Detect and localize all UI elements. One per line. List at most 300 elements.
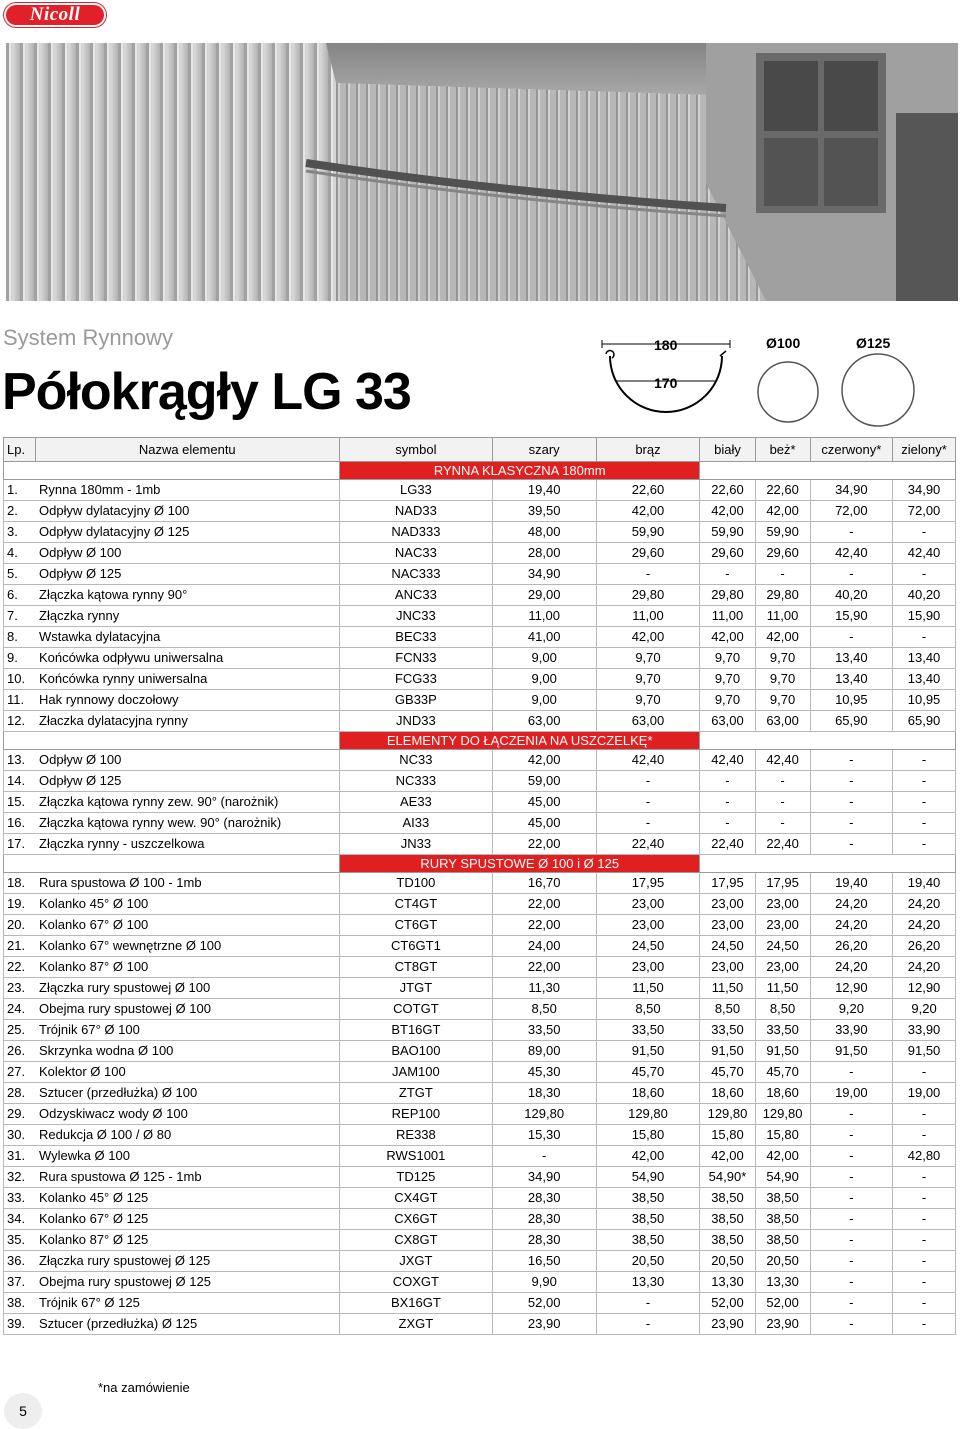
cell-price: 42,80 <box>893 1146 956 1167</box>
cell-price: 24,20 <box>810 915 892 936</box>
cell-name: Złączka kątowa rynny zew. 90° (narożnik) <box>35 792 340 813</box>
cell-price: 28,30 <box>492 1188 596 1209</box>
table-row <box>4 1272 956 1293</box>
cell-name: Hak rynnowy doczołowy <box>35 690 340 711</box>
cell-name: Końcówka odpływu uniwersalna <box>35 648 340 669</box>
column-header: Lp. <box>4 438 36 462</box>
dim-180-label: 180 <box>654 337 678 353</box>
cell-price: 45,70 <box>596 1062 700 1083</box>
cell-price: - <box>755 564 810 585</box>
cell-price: - <box>893 1251 956 1272</box>
cell-symbol: CT6GT <box>340 915 493 936</box>
cell-price: 52,00 <box>755 1293 810 1314</box>
section-header-row <box>4 855 956 873</box>
cell-price: - <box>810 1062 892 1083</box>
cell-price: 65,90 <box>893 711 956 732</box>
cell-price: 23,00 <box>700 915 755 936</box>
cell-lp: 26. <box>4 1041 36 1062</box>
cell-price: 33,50 <box>492 1020 596 1041</box>
cell-price: - <box>810 627 892 648</box>
cell-price: 20,50 <box>596 1251 700 1272</box>
cell-price: 11,50 <box>700 978 755 999</box>
cell-price: 15,80 <box>700 1125 755 1146</box>
cell-price: 129,80 <box>492 1104 596 1125</box>
cell-price: 18,30 <box>492 1083 596 1104</box>
cell-price: - <box>810 1188 892 1209</box>
cell-price: 11,00 <box>700 606 755 627</box>
subtitle: System Rynnowy <box>3 325 173 350</box>
cell-price: 42,40 <box>810 543 892 564</box>
column-header: biały <box>700 438 755 462</box>
cell-price: 33,50 <box>596 1020 700 1041</box>
cell-name: Sztucer (przedłużka) Ø 125 <box>35 1314 340 1335</box>
cell-price: - <box>700 771 755 792</box>
cell-price: 42,40 <box>596 750 700 771</box>
cell-name: Złączka rury spustowej Ø 100 <box>35 978 340 999</box>
table-row <box>4 1146 956 1167</box>
table-row <box>4 978 956 999</box>
cell-price: - <box>810 1209 892 1230</box>
cell-symbol: COTGT <box>340 999 493 1020</box>
cell-price: 9,70 <box>596 648 700 669</box>
cell-symbol: REP100 <box>340 1104 493 1125</box>
cell-price: 11,50 <box>755 978 810 999</box>
cell-symbol: TD100 <box>340 873 493 894</box>
cell-price: 54,90 <box>755 1167 810 1188</box>
cell-symbol: ZXGT <box>340 1314 493 1335</box>
cell-symbol: RE338 <box>340 1125 493 1146</box>
cell-lp: 9. <box>4 648 36 669</box>
cell-price: 42,00 <box>596 627 700 648</box>
cell-name: Kolanko 67° Ø 100 <box>35 915 340 936</box>
cell-lp: 7. <box>4 606 36 627</box>
cell-price: - <box>893 564 956 585</box>
cell-symbol: JXGT <box>340 1251 493 1272</box>
cell-symbol: GB33P <box>340 690 493 711</box>
cell-price: - <box>810 1146 892 1167</box>
section-header-row <box>4 462 956 480</box>
cell-price: - <box>810 1125 892 1146</box>
cell-lp: 23. <box>4 978 36 999</box>
cell-price: 45,30 <box>492 1062 596 1083</box>
table-row <box>4 543 956 564</box>
cell-price: 22,60 <box>700 480 755 501</box>
cell-price: - <box>810 1230 892 1251</box>
cell-price: - <box>893 1104 956 1125</box>
cell-lp: 4. <box>4 543 36 564</box>
cell-name: Odpływ Ø 125 <box>35 564 340 585</box>
cell-price: 20,50 <box>700 1251 755 1272</box>
cell-lp: 28. <box>4 1083 36 1104</box>
cell-lp: 35. <box>4 1230 36 1251</box>
cell-price: 52,00 <box>492 1293 596 1314</box>
cell-price: 38,50 <box>596 1188 700 1209</box>
cell-symbol: TD125 <box>340 1167 493 1188</box>
cell-symbol: CX6GT <box>340 1209 493 1230</box>
cell-price: 18,60 <box>755 1083 810 1104</box>
cell-price: - <box>893 771 956 792</box>
cell-price: 63,00 <box>492 711 596 732</box>
table-row <box>4 750 956 771</box>
table-row <box>4 915 956 936</box>
cell-price: 38,50 <box>755 1230 810 1251</box>
cell-price: 38,50 <box>755 1188 810 1209</box>
cell-price: 91,50 <box>755 1041 810 1062</box>
cell-name: Kolanko 87° Ø 125 <box>35 1230 340 1251</box>
cell-price: 24,20 <box>893 957 956 978</box>
cell-price: 9,00 <box>492 690 596 711</box>
cell-price: 42,00 <box>700 1146 755 1167</box>
cell-name: Redukcja Ø 100 / Ø 80 <box>35 1125 340 1146</box>
cell-price: 63,00 <box>596 711 700 732</box>
cell-name: Odzyskiwacz wody Ø 100 <box>35 1104 340 1125</box>
cell-price: - <box>755 792 810 813</box>
cell-price: 23,00 <box>700 894 755 915</box>
cell-name: Złączka kątowa rynny wew. 90° (narożnik) <box>35 813 340 834</box>
section-spacer <box>700 855 956 873</box>
cell-price: 39,50 <box>492 501 596 522</box>
table-row <box>4 501 956 522</box>
cell-name: Odpływ Ø 100 <box>35 750 340 771</box>
cell-price: 38,50 <box>755 1209 810 1230</box>
table-row <box>4 894 956 915</box>
cell-price: 45,00 <box>492 792 596 813</box>
cell-lp: 5. <box>4 564 36 585</box>
cell-price: 9,70 <box>700 690 755 711</box>
cell-price: 8,50 <box>492 999 596 1020</box>
cell-price: 18,60 <box>596 1083 700 1104</box>
cell-lp: 29. <box>4 1104 36 1125</box>
table-row <box>4 792 956 813</box>
photo-illustration <box>6 43 958 301</box>
cell-price: 13,40 <box>810 648 892 669</box>
cell-price: - <box>810 1251 892 1272</box>
cell-name: Kolanko 45° Ø 100 <box>35 894 340 915</box>
cell-price: 15,80 <box>596 1125 700 1146</box>
cell-price: 19,40 <box>810 873 892 894</box>
cell-price: 15,80 <box>755 1125 810 1146</box>
table-header-row <box>4 438 956 462</box>
cell-name: Odpływ Ø 125 <box>35 771 340 792</box>
cell-price: 11,30 <box>492 978 596 999</box>
cell-name: Rura spustowa Ø 100 - 1mb <box>35 873 340 894</box>
table-row <box>4 1251 956 1272</box>
cell-price: 24,50 <box>596 936 700 957</box>
section-title: ELEMENTY DO ŁĄCZENIA NA USZCZELKĘ* <box>340 732 700 750</box>
cell-symbol: NAD333 <box>340 522 493 543</box>
table-row <box>4 1209 956 1230</box>
cell-price: 34,90 <box>810 480 892 501</box>
section-spacer <box>700 462 956 480</box>
cell-price: 54,90* <box>700 1167 755 1188</box>
cell-lp: 12. <box>4 711 36 732</box>
cell-price: 26,20 <box>810 936 892 957</box>
cell-price: 28,30 <box>492 1209 596 1230</box>
table-row <box>4 957 956 978</box>
cell-price: - <box>893 792 956 813</box>
cell-price: 10,95 <box>893 690 956 711</box>
table-row <box>4 585 956 606</box>
cell-price: 20,50 <box>755 1251 810 1272</box>
cell-price: 17,95 <box>755 873 810 894</box>
cell-price: 52,00 <box>700 1293 755 1314</box>
dim-170-label: 170 <box>654 375 678 391</box>
table-row <box>4 813 956 834</box>
nicoll-logo: Nicoll <box>4 3 106 27</box>
cell-price: 8,50 <box>755 999 810 1020</box>
d100-label: Ø100 <box>766 335 801 351</box>
cell-price: 9,20 <box>810 999 892 1020</box>
table-row <box>4 1083 956 1104</box>
cell-price: 9,90 <box>492 1272 596 1293</box>
cell-price: 38,50 <box>596 1230 700 1251</box>
cell-price: - <box>893 1167 956 1188</box>
cell-name: Złączka rury spustowej Ø 125 <box>35 1251 340 1272</box>
table-row <box>4 1041 956 1062</box>
cell-lp: 34. <box>4 1209 36 1230</box>
cell-price: 63,00 <box>755 711 810 732</box>
cell-lp: 27. <box>4 1062 36 1083</box>
cell-symbol: BX16GT <box>340 1293 493 1314</box>
column-header: Nazwa elementu <box>35 438 340 462</box>
cell-price: 91,50 <box>810 1041 892 1062</box>
cell-lp: 37. <box>4 1272 36 1293</box>
cell-price: - <box>755 813 810 834</box>
table-row <box>4 1314 956 1335</box>
cell-price: 23,00 <box>596 957 700 978</box>
cell-price: - <box>810 834 892 855</box>
cell-lp: 10. <box>4 669 36 690</box>
section-spacer <box>4 462 340 480</box>
cell-lp: 3. <box>4 522 36 543</box>
cell-symbol: LG33 <box>340 480 493 501</box>
cell-price: - <box>700 813 755 834</box>
cell-price: 65,90 <box>810 711 892 732</box>
cell-lp: 16. <box>4 813 36 834</box>
cell-price: - <box>596 1293 700 1314</box>
cell-name: Końcówka rynny uniwersalna <box>35 669 340 690</box>
cell-price: - <box>893 1188 956 1209</box>
cell-symbol: FCN33 <box>340 648 493 669</box>
cell-price: - <box>893 1209 956 1230</box>
cell-price: 38,50 <box>596 1209 700 1230</box>
cell-price: 22,40 <box>596 834 700 855</box>
cell-price: 42,00 <box>700 627 755 648</box>
cell-price: 34,90 <box>492 1167 596 1188</box>
cell-name: Złączka kątowa rynny 90° <box>35 585 340 606</box>
cell-price: - <box>492 1146 596 1167</box>
cell-price: 23,00 <box>755 957 810 978</box>
cell-price: - <box>596 813 700 834</box>
cell-price: 29,80 <box>596 585 700 606</box>
page-title: Półokrągły LG 33 <box>2 363 411 421</box>
cell-lp: 14. <box>4 771 36 792</box>
cell-price: 22,00 <box>492 894 596 915</box>
cell-price: - <box>810 1293 892 1314</box>
cell-price: 33,90 <box>893 1020 956 1041</box>
table-row <box>4 1104 956 1125</box>
cell-price: 9,70 <box>755 690 810 711</box>
cell-price: - <box>596 771 700 792</box>
price-table-body <box>4 462 956 1335</box>
cell-symbol: BEC33 <box>340 627 493 648</box>
cell-symbol: NAC333 <box>340 564 493 585</box>
cell-price: - <box>596 564 700 585</box>
table-row <box>4 834 956 855</box>
cell-price: - <box>596 792 700 813</box>
section-spacer <box>700 732 956 750</box>
cell-price: 129,80 <box>596 1104 700 1125</box>
cell-lp: 15. <box>4 792 36 813</box>
cell-price: 28,00 <box>492 543 596 564</box>
table-row <box>4 627 956 648</box>
cell-price: 17,95 <box>596 873 700 894</box>
cell-price: 22,60 <box>755 480 810 501</box>
cell-symbol: ANC33 <box>340 585 493 606</box>
cell-symbol: RWS1001 <box>340 1146 493 1167</box>
cell-price: 24,00 <box>492 936 596 957</box>
table-row <box>4 648 956 669</box>
cell-price: 59,00 <box>492 771 596 792</box>
cell-price: 29,80 <box>700 585 755 606</box>
cell-price: 24,20 <box>810 957 892 978</box>
cell-price: 29,80 <box>755 585 810 606</box>
cell-price: - <box>893 627 956 648</box>
table-row <box>4 1125 956 1146</box>
cell-price: 23,00 <box>755 915 810 936</box>
cell-price: 91,50 <box>596 1041 700 1062</box>
cell-symbol: FCG33 <box>340 669 493 690</box>
cell-price: 11,00 <box>755 606 810 627</box>
cell-price: 24,20 <box>810 894 892 915</box>
cell-price: 42,00 <box>755 1146 810 1167</box>
cell-price: - <box>893 834 956 855</box>
table-row <box>4 1062 956 1083</box>
d125-label: Ø125 <box>856 335 891 351</box>
cell-price: - <box>810 1314 892 1335</box>
building-gutter-photo <box>6 43 958 301</box>
cell-price: 13,40 <box>893 669 956 690</box>
cell-lp: 39. <box>4 1314 36 1335</box>
cell-name: Kolanko 67° Ø 125 <box>35 1209 340 1230</box>
table-row <box>4 711 956 732</box>
cell-price: 9,00 <box>492 648 596 669</box>
cell-symbol: NC33 <box>340 750 493 771</box>
cell-price: 42,00 <box>596 1146 700 1167</box>
cell-name: Rynna 180mm - 1mb <box>35 480 340 501</box>
cell-lp: 6. <box>4 585 36 606</box>
cell-price: 23,00 <box>596 915 700 936</box>
cell-symbol: CT6GT1 <box>340 936 493 957</box>
cell-lp: 20. <box>4 915 36 936</box>
cell-name: Złączka rynny - uszczelkowa <box>35 834 340 855</box>
cell-lp: 19. <box>4 894 36 915</box>
column-header: brąz <box>596 438 700 462</box>
cell-name: Kolanko 67° wewnętrzne Ø 100 <box>35 936 340 957</box>
cell-symbol: BAO100 <box>340 1041 493 1062</box>
cell-price: - <box>810 564 892 585</box>
table-row <box>4 669 956 690</box>
cell-name: Sztucer (przedłużka) Ø 100 <box>35 1083 340 1104</box>
column-header: szary <box>492 438 596 462</box>
cell-price: 19,00 <box>893 1083 956 1104</box>
cell-price: 33,90 <box>810 1020 892 1041</box>
cell-price: 22,40 <box>755 834 810 855</box>
cell-price: - <box>893 1272 956 1293</box>
cell-price: 12,90 <box>893 978 956 999</box>
cell-price: 54,90 <box>596 1167 700 1188</box>
table-row <box>4 1188 956 1209</box>
column-header: zielony* <box>893 438 956 462</box>
cell-price: 15,90 <box>893 606 956 627</box>
cell-symbol: CT8GT <box>340 957 493 978</box>
cell-price: 23,90 <box>755 1314 810 1335</box>
cell-price: 26,20 <box>893 936 956 957</box>
cell-symbol: JN33 <box>340 834 493 855</box>
cell-name: Kolanko 45° Ø 125 <box>35 1188 340 1209</box>
cell-price: 63,00 <box>700 711 755 732</box>
cell-price: 34,90 <box>893 480 956 501</box>
cell-price: 42,00 <box>596 501 700 522</box>
cell-price: 16,50 <box>492 1251 596 1272</box>
column-header: symbol <box>340 438 493 462</box>
cell-price: 59,90 <box>755 522 810 543</box>
cell-lp: 1. <box>4 480 36 501</box>
cell-price: 72,00 <box>810 501 892 522</box>
table-row <box>4 1293 956 1314</box>
cell-price: 59,90 <box>596 522 700 543</box>
table-row <box>4 522 956 543</box>
table-row <box>4 936 956 957</box>
cell-price: 42,40 <box>755 750 810 771</box>
cell-price: 9,70 <box>700 669 755 690</box>
price-table <box>3 437 956 1335</box>
cell-name: Wylewka Ø 100 <box>35 1146 340 1167</box>
cell-price: 13,30 <box>700 1272 755 1293</box>
cell-lp: 31. <box>4 1146 36 1167</box>
cell-name: Obejma rury spustowej Ø 125 <box>35 1272 340 1293</box>
cell-symbol: JND33 <box>340 711 493 732</box>
cell-symbol: CX4GT <box>340 1188 493 1209</box>
pipe-100-circle <box>758 362 818 422</box>
table-row <box>4 771 956 792</box>
table-row <box>4 564 956 585</box>
table-row <box>4 690 956 711</box>
cell-price: 29,00 <box>492 585 596 606</box>
cell-price: 29,60 <box>700 543 755 564</box>
cell-symbol: AE33 <box>340 792 493 813</box>
cell-lp: 25. <box>4 1020 36 1041</box>
column-header: beż* <box>755 438 810 462</box>
section-title: RYNNA KLASYCZNA 180mm <box>340 462 700 480</box>
cell-symbol: NC333 <box>340 771 493 792</box>
cell-symbol: JTGT <box>340 978 493 999</box>
cell-price: 8,50 <box>700 999 755 1020</box>
cell-price: 42,40 <box>893 543 956 564</box>
cell-price: 22,00 <box>492 957 596 978</box>
cell-lp: 8. <box>4 627 36 648</box>
cell-name: Złączka rynny <box>35 606 340 627</box>
cell-price: - <box>893 1062 956 1083</box>
cell-name: Obejma rury spustowej Ø 100 <box>35 999 340 1020</box>
cell-price: - <box>810 813 892 834</box>
cell-name: Odpływ dylatacyjny Ø 100 <box>35 501 340 522</box>
cell-price: - <box>700 792 755 813</box>
cell-price: - <box>893 813 956 834</box>
cell-price: - <box>810 771 892 792</box>
cell-price: 22,00 <box>492 915 596 936</box>
section-spacer <box>4 732 340 750</box>
